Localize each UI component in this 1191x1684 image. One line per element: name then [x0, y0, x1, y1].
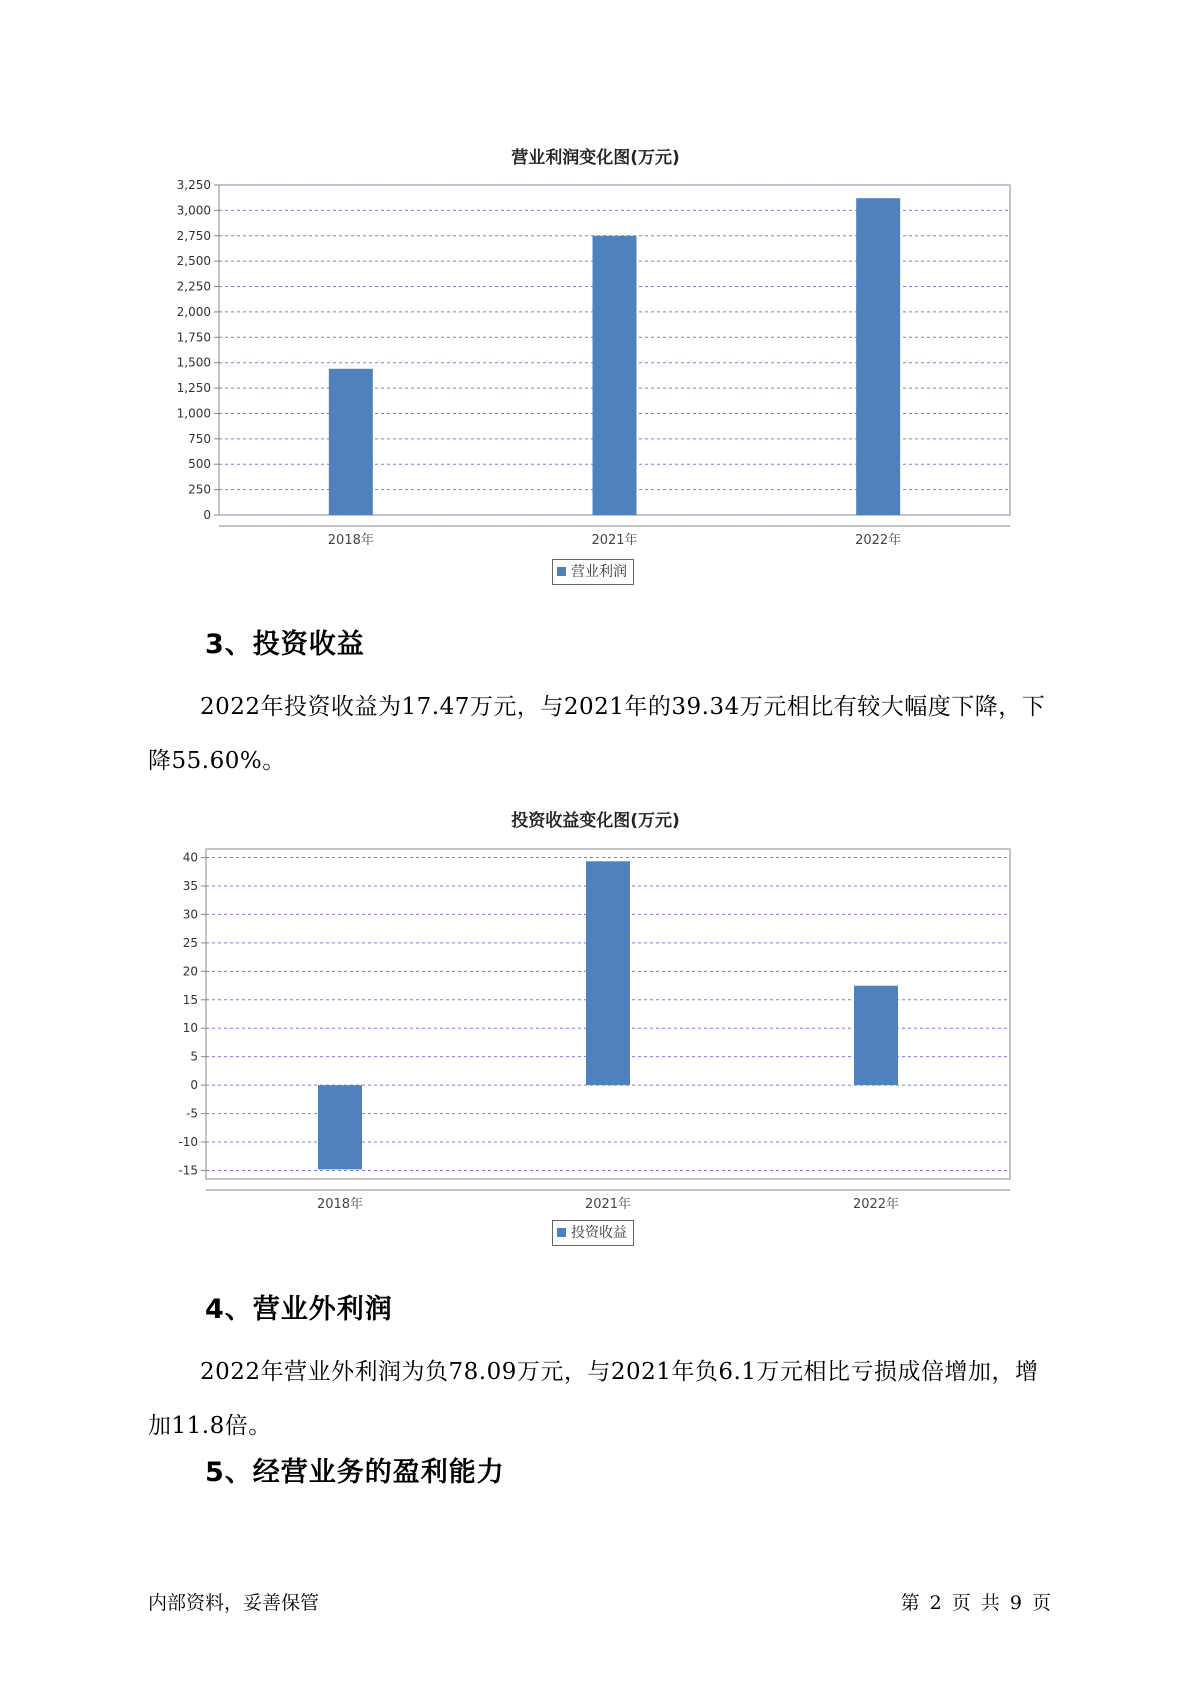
chart1-x-tick-label: 2018年: [327, 533, 374, 548]
chart1-y-tick-label: 2,000: [176, 304, 211, 319]
chart2-bar: [318, 1085, 362, 1169]
chart1-y-tick-label: 250: [188, 482, 211, 497]
chart2-x-tick-label: 2022年: [852, 1197, 900, 1212]
section4-paragraph: 2022年营业外利润为负78.09万元，与2021年负6.1万元相比亏损成倍增加，增加11.8倍。: [148, 1359, 1039, 1439]
chart2-y-tick-label: 30: [182, 907, 198, 922]
chart1-x-tick-label: 2021年: [591, 533, 638, 548]
chart1-y-tick-label: 1,000: [176, 406, 211, 421]
section3-paragraph: 2022年投资收益为17.47万元，与2021年的39.34万元相比有较大幅度下降，下降55.60%。: [148, 694, 1046, 774]
section5-heading: 5、经营业务的盈利能力: [205, 1457, 505, 1488]
chart1-y-tick-label: 3,250: [176, 178, 211, 192]
chart2-y-tick-label: 25: [182, 935, 198, 950]
chart1-y-tick-label: 0: [203, 508, 211, 522]
chart2-title: 投资收益变化图(万元): [511, 811, 680, 831]
chart2-y-tick-label: 15: [182, 992, 198, 1007]
chart2-y-tick-label: -5: [186, 1106, 198, 1121]
chart2-y-tick-label: 5: [190, 1049, 198, 1064]
chart1-y-tick-label: 1,250: [176, 381, 211, 396]
section4-heading: 4、营业外利润: [205, 1294, 393, 1325]
section3-heading: 3、投资收益: [205, 629, 365, 660]
chart2-x-tick-label: 2018年: [316, 1197, 364, 1212]
chart2-y-tick-label: 0: [190, 1078, 198, 1093]
chart1-bar: [856, 198, 900, 515]
legend-swatch: [557, 567, 566, 576]
chart1-x-tick-label: 2022年: [855, 533, 902, 548]
chart2-x-tick-label: 2021年: [584, 1197, 632, 1212]
chart2-y-tick-label: 40: [182, 850, 198, 865]
chart1-title: 营业利润变化图(万元): [511, 148, 680, 168]
chart2-bar: [854, 986, 898, 1085]
chart1-legend-label: 营业利润: [571, 564, 627, 580]
chart1-y-tick-label: 500: [188, 457, 211, 472]
chart1-y-tick-label: 3,000: [176, 203, 211, 218]
chart2-legend-label: 投资收益: [571, 1225, 627, 1241]
chart1-operating-profit: [0, 0, 1191, 560]
legend-swatch: [557, 1228, 566, 1237]
chart2-y-tick-label: 10: [182, 1021, 198, 1036]
footer-confidential-note: 内部资料，妥善保管: [148, 1592, 320, 1614]
chart1-bar: [329, 369, 373, 515]
chart1-legend: [552, 559, 634, 585]
chart2-y-tick-label: -10: [178, 1135, 198, 1150]
chart1-y-tick-label: 750: [188, 431, 211, 446]
chart2-legend: [552, 1220, 634, 1246]
chart2-y-tick-label: -15: [178, 1163, 198, 1178]
chart2-investment-income: [0, 820, 1191, 1220]
chart2-y-tick-label: 35: [182, 878, 198, 893]
chart1-y-tick-label: 2,500: [176, 254, 211, 269]
footer-page-number: 第 2 页 共 9 页: [900, 1592, 1051, 1614]
chart2-bar: [586, 861, 630, 1085]
chart1-y-tick-label: 2,750: [176, 228, 211, 243]
chart1-bar: [593, 236, 637, 515]
chart2-y-tick-label: 20: [182, 964, 198, 979]
chart1-y-tick-label: 1,500: [176, 355, 211, 370]
chart1-y-tick-label: 2,250: [176, 279, 211, 294]
chart1-y-tick-label: 1,750: [176, 330, 211, 345]
